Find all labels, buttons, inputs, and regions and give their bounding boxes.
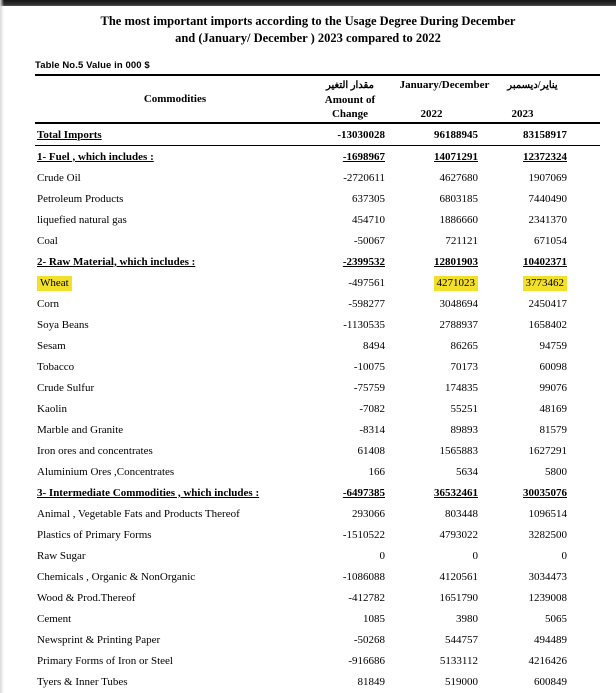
- table-row: [35, 545, 600, 566]
- spacer-cell: [567, 167, 600, 188]
- value-2022-cell: [385, 503, 478, 524]
- header-period-english: January/December: [399, 79, 490, 91]
- cell-text: 4120561: [439, 570, 478, 583]
- cell-text: 36532461: [434, 486, 478, 499]
- value-2022-cell: [385, 123, 478, 146]
- value-2022-cell: [385, 650, 478, 671]
- commodity-cell: [35, 461, 315, 482]
- commodity-cell: [35, 524, 315, 545]
- value-2023-cell: [478, 524, 567, 545]
- cell-text: 2788937: [439, 318, 478, 331]
- commodity-cell: [35, 377, 315, 398]
- spacer-cell: [567, 293, 600, 314]
- cell-text: 30035076: [523, 486, 567, 499]
- spacer-cell: [567, 230, 600, 251]
- cell-text: -1510522: [342, 528, 385, 541]
- value-2022-cell: [385, 188, 478, 209]
- cell-text: -50268: [353, 633, 385, 646]
- cell-text: 1085: [363, 612, 385, 625]
- cell-text: -497561: [348, 276, 385, 289]
- cell-text: 89893: [450, 423, 478, 436]
- commodity-cell: [35, 503, 315, 524]
- value-2022-cell: [385, 587, 478, 608]
- table-row: [35, 608, 600, 629]
- value-2023-cell: [478, 566, 567, 587]
- header-year-2022: 2022: [420, 108, 443, 120]
- spacer-cell: [567, 356, 600, 377]
- cell-text: Corn: [37, 297, 59, 310]
- table-row: [35, 566, 600, 587]
- spacer-cell: [567, 314, 600, 335]
- cell-text: 94759: [539, 339, 567, 352]
- cell-text: -1086088: [342, 570, 385, 583]
- change-value-cell: [315, 251, 385, 272]
- cell-text: 4216426: [528, 654, 567, 667]
- change-value-cell: [315, 566, 385, 587]
- cell-text: 4627680: [439, 171, 478, 184]
- cell-text: 3048694: [439, 297, 478, 310]
- value-2022-cell: [385, 251, 478, 272]
- cell-text: 86265: [450, 339, 478, 352]
- value-2022-cell: [385, 629, 478, 650]
- cell-text: 3- Intermediate Commodities , which includes :: [37, 486, 260, 499]
- table-row: [35, 440, 600, 461]
- cell-text: 4793022: [439, 528, 478, 541]
- cell-text: 5065: [545, 612, 567, 625]
- value-2023-cell: [478, 377, 567, 398]
- cell-text: 3282500: [528, 528, 567, 541]
- spacer-cell: [567, 461, 600, 482]
- table-row: [35, 335, 600, 356]
- spacer-cell: [567, 524, 600, 545]
- table-row: [35, 461, 600, 482]
- header-change-arabic: مقدار التغير: [326, 80, 374, 91]
- cell-text: 5800: [545, 465, 567, 478]
- change-value-cell: [315, 587, 385, 608]
- commodity-cell: [35, 587, 315, 608]
- commodity-cell: [35, 230, 315, 251]
- cell-text: -598277: [348, 297, 385, 310]
- value-2023-cell: [478, 545, 567, 566]
- commodity-cell: [35, 482, 315, 503]
- cell-text: -13030028: [337, 128, 385, 141]
- commodity-cell: [35, 566, 315, 587]
- value-2023-cell: [478, 314, 567, 335]
- cell-text: -916686: [348, 654, 385, 667]
- change-value-cell: [315, 230, 385, 251]
- table-row: [35, 272, 600, 293]
- table-header: [35, 75, 600, 123]
- cell-text: Iron ores and concentrates: [37, 444, 153, 457]
- value-2023-cell: [478, 272, 567, 293]
- value-2023-cell: [478, 608, 567, 629]
- value-2022-cell: [385, 356, 478, 377]
- value-2022-cell: [385, 230, 478, 251]
- spacer-cell: [567, 209, 600, 230]
- cell-text: 5133112: [439, 654, 478, 667]
- cell-text: 14071291: [434, 150, 478, 163]
- commodity-cell: [35, 356, 315, 377]
- change-value-cell: [315, 629, 385, 650]
- value-2022-cell: [385, 461, 478, 482]
- cell-text: 8494: [363, 339, 385, 352]
- page-top-edge: [0, 0, 616, 6]
- highlighted-cell-text: 3773462: [523, 276, 568, 291]
- value-2023-cell: [478, 293, 567, 314]
- commodity-cell: [35, 671, 315, 692]
- table-row: [35, 650, 600, 671]
- commodity-cell: [35, 188, 315, 209]
- change-value-cell: [315, 650, 385, 671]
- spacer-cell: [567, 482, 600, 503]
- value-2022-cell: [385, 398, 478, 419]
- cell-text: 293066: [352, 507, 385, 520]
- table-row: [35, 251, 600, 272]
- cell-text: -412782: [348, 591, 385, 604]
- cell-text: Coal: [37, 234, 58, 247]
- cell-text: -10075: [353, 360, 385, 373]
- cell-text: 0: [561, 549, 567, 562]
- value-2023-cell: [478, 671, 567, 692]
- cell-text: 637305: [352, 192, 385, 205]
- value-2023-cell: [478, 629, 567, 650]
- value-2023-cell: [478, 587, 567, 608]
- cell-text: 454710: [352, 213, 385, 226]
- spacer-cell: [567, 272, 600, 293]
- cell-text: liquefied natural gas: [37, 213, 127, 226]
- value-2023-cell: [478, 167, 567, 188]
- cell-text: Total Imports: [37, 128, 102, 141]
- cell-text: Kaolin: [37, 402, 67, 415]
- cell-text: 519000: [445, 675, 478, 688]
- cell-text: 494489: [534, 633, 567, 646]
- cell-text: Soya Beans: [37, 318, 89, 331]
- cell-text: 671054: [534, 234, 567, 247]
- value-2022-cell: [385, 545, 478, 566]
- spacer-cell: [567, 251, 600, 272]
- value-2023-cell: [478, 335, 567, 356]
- spacer-cell: [567, 146, 600, 168]
- change-value-cell: [315, 419, 385, 440]
- cell-text: 61408: [357, 444, 385, 457]
- value-2023-cell: [478, 482, 567, 503]
- cell-text: -6497385: [342, 486, 385, 499]
- cell-text: Primary Forms of Iron or Steel: [37, 654, 173, 667]
- cell-text: 96188945: [434, 128, 478, 141]
- cell-text: 1886660: [439, 213, 478, 226]
- value-2023-cell: [478, 356, 567, 377]
- cell-text: 55251: [450, 402, 478, 415]
- cell-text: Wood & Prod.Thereof: [37, 591, 136, 604]
- cell-text: -1130535: [343, 318, 385, 331]
- cell-text: Crude Oil: [37, 171, 81, 184]
- commodity-cell: [35, 314, 315, 335]
- cell-text: 6803185: [439, 192, 478, 205]
- cell-text: -2399532: [342, 255, 385, 268]
- change-value-cell: [315, 356, 385, 377]
- value-2023-cell: [478, 440, 567, 461]
- header-2022: [385, 75, 490, 123]
- value-2022-cell: [385, 335, 478, 356]
- table-row: [35, 587, 600, 608]
- change-value-cell: [315, 503, 385, 524]
- header-row: [35, 75, 600, 123]
- table-row: [35, 482, 600, 503]
- spacer-cell: [567, 587, 600, 608]
- cell-text: Aluminium Ores ,Concentrates: [37, 465, 175, 478]
- spacer-cell: [567, 503, 600, 524]
- header-commodities: [35, 75, 315, 123]
- title-line-1: The most important imports according to the Usage Degree During December: [100, 14, 516, 28]
- change-value-cell: [315, 272, 385, 293]
- table-row: [35, 209, 600, 230]
- cell-text: 0: [472, 549, 478, 562]
- spacer-cell: [567, 608, 600, 629]
- cell-text: 5634: [456, 465, 478, 478]
- cell-text: 12372324: [523, 150, 567, 163]
- cell-text: -7082: [359, 402, 385, 415]
- value-2023-cell: [478, 123, 567, 146]
- commodity-cell: [35, 123, 315, 146]
- cell-text: 721121: [445, 234, 478, 247]
- cell-text: -1698967: [342, 150, 385, 163]
- table-row: [35, 377, 600, 398]
- commodity-cell: [35, 209, 315, 230]
- cell-text: Marble and Granite: [37, 423, 124, 436]
- page-title: [0, 0, 616, 47]
- cell-text: Petroleum Products: [37, 192, 124, 205]
- change-value-cell: [315, 167, 385, 188]
- spacer-cell: [567, 188, 600, 209]
- commodity-cell: [35, 293, 315, 314]
- spacer-cell: [567, 566, 600, 587]
- table-row: [35, 356, 600, 377]
- cell-text: 7440490: [528, 192, 567, 205]
- change-value-cell: [315, 123, 385, 146]
- header-period-arabic: يناير/ديسمبر: [507, 80, 558, 91]
- cell-text: Cement: [37, 612, 72, 625]
- cell-text: 2341370: [528, 213, 567, 226]
- cell-text: 803448: [445, 507, 478, 520]
- value-2022-cell: [385, 209, 478, 230]
- value-2022-cell: [385, 314, 478, 335]
- spacer-cell: [567, 671, 600, 692]
- value-2022-cell: [385, 566, 478, 587]
- cell-text: 544757: [445, 633, 478, 646]
- cell-text: 1907069: [528, 171, 567, 184]
- header-change-line2: Change: [331, 108, 369, 120]
- table-row: [35, 293, 600, 314]
- value-2023-cell: [478, 230, 567, 251]
- cell-text: 60098: [539, 360, 567, 373]
- table-row: [35, 230, 600, 251]
- value-2023-cell: [478, 251, 567, 272]
- table-row: [35, 146, 600, 168]
- cell-text: 99076: [539, 381, 567, 394]
- cell-text: 0: [379, 549, 385, 562]
- cell-text: Sesam: [37, 339, 66, 352]
- value-2023-cell: [478, 461, 567, 482]
- cell-text: 1565883: [439, 444, 478, 457]
- cell-text: Newsprint & Printing Paper: [37, 633, 161, 646]
- change-value-cell: [315, 440, 385, 461]
- commodity-cell: [35, 146, 315, 168]
- change-value-cell: [315, 545, 385, 566]
- highlighted-cell-text: 4271023: [434, 276, 479, 291]
- cell-text: 2450417: [528, 297, 567, 310]
- change-value-cell: [315, 398, 385, 419]
- cell-text: -2720611: [343, 171, 385, 184]
- cell-text: -75759: [353, 381, 385, 394]
- commodity-cell: [35, 629, 315, 650]
- cell-text: -50067: [353, 234, 385, 247]
- commodity-cell: [35, 167, 315, 188]
- spacer-cell: [567, 335, 600, 356]
- table-row: [35, 123, 600, 146]
- header-2023: [478, 75, 567, 123]
- table-caption: Table No.5 Value in 000 $: [35, 60, 150, 71]
- cell-text: 10402371: [523, 255, 567, 268]
- table-row: [35, 167, 600, 188]
- commodity-cell: [35, 650, 315, 671]
- table-row: [35, 188, 600, 209]
- commodity-cell: [35, 335, 315, 356]
- cell-text: 1651790: [439, 591, 478, 604]
- header-commodities-label: Commodities: [143, 93, 207, 105]
- change-value-cell: [315, 335, 385, 356]
- cell-text: 3980: [456, 612, 478, 625]
- header-year-2023: 2023: [511, 108, 534, 120]
- cell-text: Plastics of Primary Forms: [37, 528, 152, 541]
- cell-text: -8314: [359, 423, 385, 436]
- value-2023-cell: [478, 650, 567, 671]
- highlighted-cell-text: Wheat: [37, 276, 72, 291]
- spacer-cell: [567, 377, 600, 398]
- change-value-cell: [315, 482, 385, 503]
- cell-text: Animal , Vegetable Fats and Products Thereof: [37, 507, 240, 520]
- table-row: [35, 503, 600, 524]
- cell-text: 1096514: [528, 507, 567, 520]
- commodity-cell: [35, 251, 315, 272]
- table-row: [35, 314, 600, 335]
- spacer-cell: [567, 398, 600, 419]
- value-2022-cell: [385, 419, 478, 440]
- change-value-cell: [315, 146, 385, 168]
- value-2023-cell: [478, 188, 567, 209]
- commodity-cell: [35, 398, 315, 419]
- spacer-cell: [567, 419, 600, 440]
- value-2023-cell: [478, 419, 567, 440]
- table-body: [35, 123, 600, 692]
- value-2022-cell: [385, 377, 478, 398]
- value-2022-cell: [385, 146, 478, 168]
- header-amount-of-change: [315, 75, 385, 123]
- cell-text: Tobacco: [37, 360, 75, 373]
- change-value-cell: [315, 608, 385, 629]
- value-2022-cell: [385, 524, 478, 545]
- cell-text: 83158917: [523, 128, 567, 141]
- change-value-cell: [315, 377, 385, 398]
- title-line-2: and (January/ December ) 2023 compared to 2022: [175, 31, 441, 45]
- value-2022-cell: [385, 272, 478, 293]
- change-value-cell: [315, 293, 385, 314]
- value-2022-cell: [385, 167, 478, 188]
- cell-text: 1239008: [528, 591, 567, 604]
- cell-text: 1- Fuel , which includes :: [37, 150, 154, 163]
- table-row: [35, 524, 600, 545]
- change-value-cell: [315, 461, 385, 482]
- spacer-cell: [567, 440, 600, 461]
- spacer-cell: [567, 629, 600, 650]
- cell-text: 3034473: [528, 570, 567, 583]
- change-value-cell: [315, 209, 385, 230]
- cell-text: 1658402: [528, 318, 567, 331]
- commodity-cell: [35, 545, 315, 566]
- cell-text: 174835: [445, 381, 478, 394]
- cell-text: 48169: [539, 402, 567, 415]
- value-2023-cell: [478, 209, 567, 230]
- imports-table: [35, 74, 600, 692]
- value-2022-cell: [385, 671, 478, 692]
- value-2023-cell: [478, 503, 567, 524]
- spacer-cell: [567, 545, 600, 566]
- value-2022-cell: [385, 440, 478, 461]
- value-2022-cell: [385, 293, 478, 314]
- cell-text: Tyers & Inner Tubes: [37, 675, 128, 688]
- commodity-cell: [35, 440, 315, 461]
- cell-text: 2- Raw Material, which includes :: [37, 255, 196, 268]
- commodity-cell: [35, 419, 315, 440]
- cell-text: Raw Sugar: [37, 549, 86, 562]
- cell-text: 70173: [450, 360, 478, 373]
- value-2022-cell: [385, 482, 478, 503]
- change-value-cell: [315, 188, 385, 209]
- table-row: [35, 629, 600, 650]
- cell-text: Chemicals , Organic & NonOrganic: [37, 570, 196, 583]
- value-2022-cell: [385, 608, 478, 629]
- cell-text: 1627291: [528, 444, 567, 457]
- table-row: [35, 398, 600, 419]
- spacer-cell: [567, 123, 600, 146]
- change-value-cell: [315, 314, 385, 335]
- page-left-edge: [0, 0, 4, 693]
- change-value-cell: [315, 524, 385, 545]
- commodity-cell: [35, 608, 315, 629]
- table-row: [35, 671, 600, 692]
- cell-text: Crude Sulfur: [37, 381, 95, 394]
- value-2023-cell: [478, 398, 567, 419]
- header-change-line1: Amount of: [324, 93, 376, 106]
- value-2023-cell: [478, 146, 567, 168]
- cell-text: 600849: [534, 675, 567, 688]
- change-value-cell: [315, 671, 385, 692]
- spacer-cell: [567, 650, 600, 671]
- cell-text: 166: [368, 465, 385, 478]
- commodity-cell: [35, 272, 315, 293]
- cell-text: 81849: [357, 675, 385, 688]
- cell-text: 81579: [539, 423, 567, 436]
- table-row: [35, 419, 600, 440]
- cell-text: 12801903: [434, 255, 478, 268]
